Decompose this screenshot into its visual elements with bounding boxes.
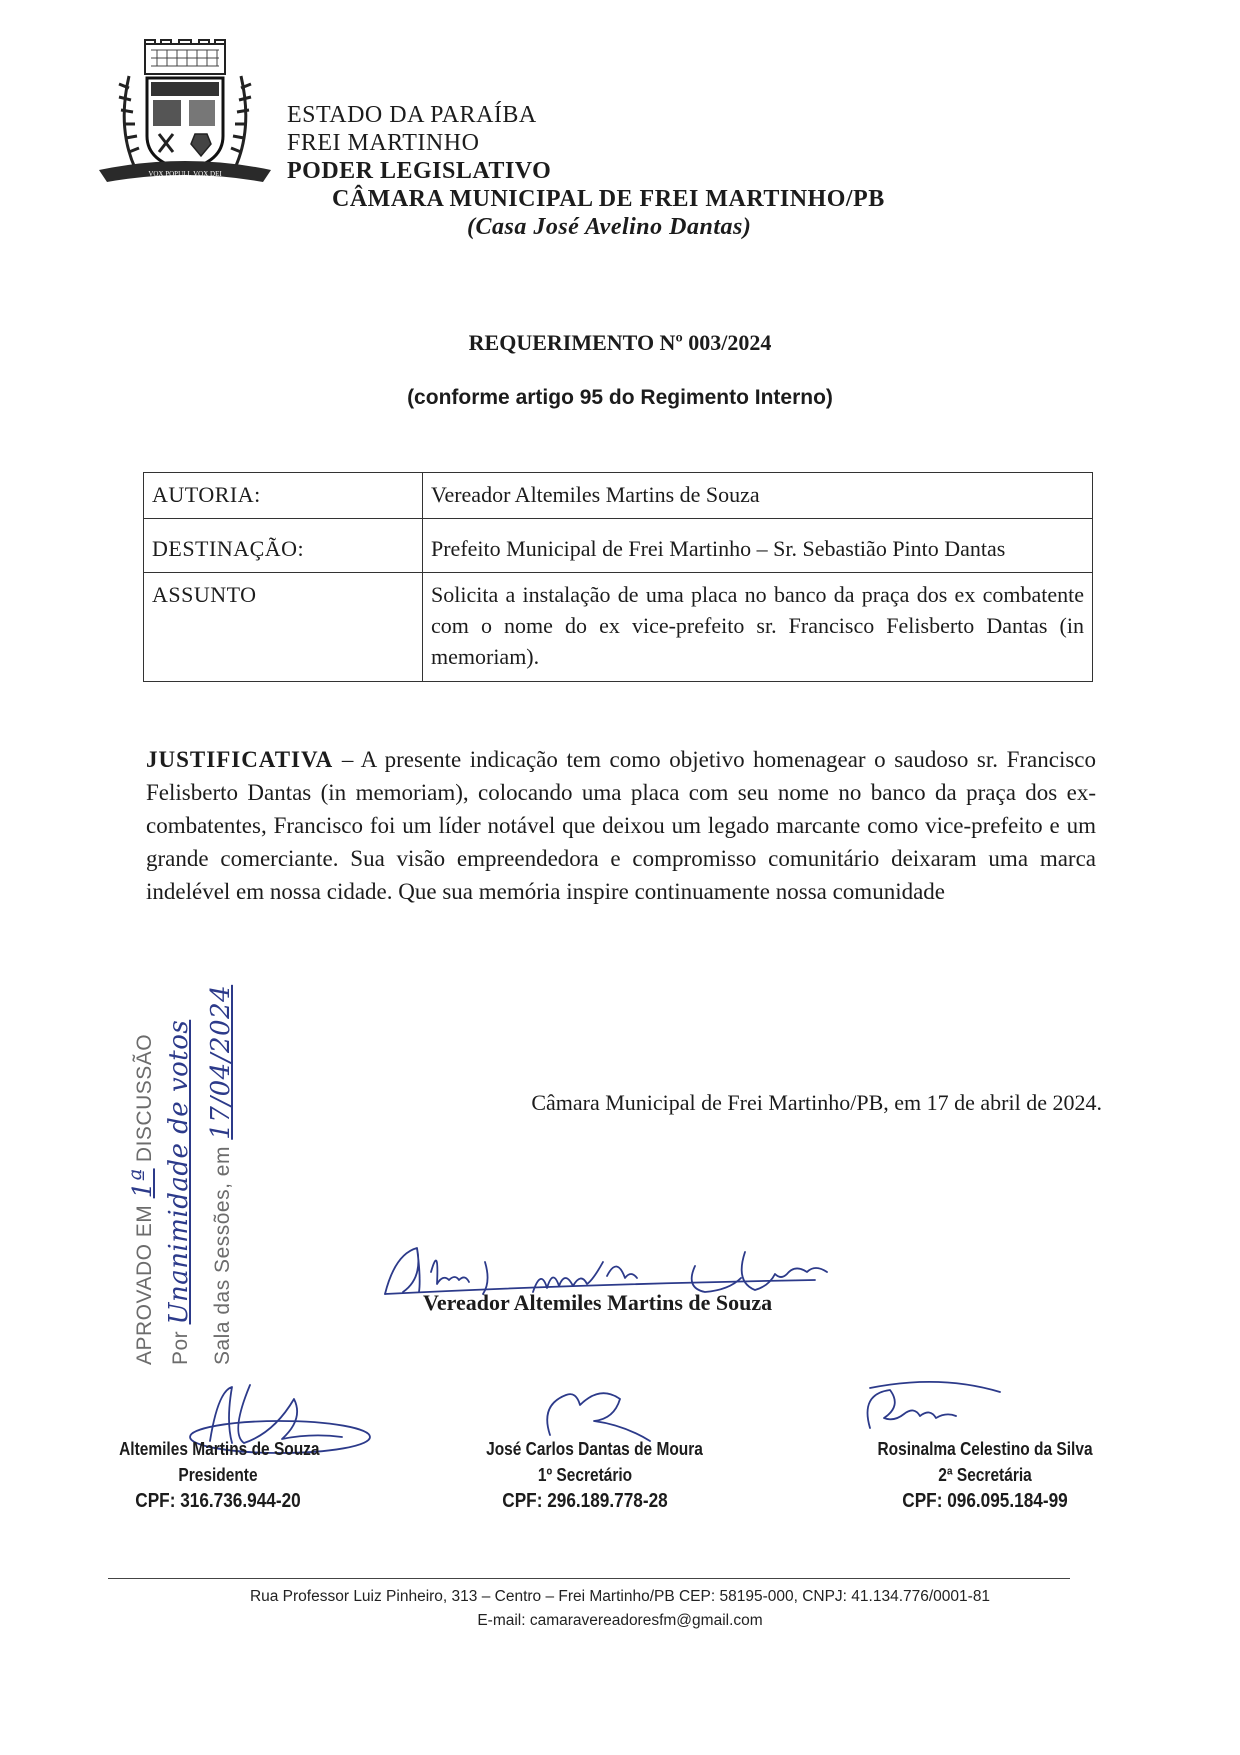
stamp-handwritten-date: 17/04/2024: [206, 984, 236, 1140]
header-house: (Casa José Avelino Dantas): [467, 214, 752, 240]
footer-divider: [108, 1578, 1070, 1579]
table-row: [144, 473, 1093, 519]
table-label: DESTINAÇÃO:: [144, 519, 423, 573]
info-table: [143, 472, 1093, 682]
stamp-session-label: Sala das Sessões, em: [211, 1146, 234, 1365]
table-row: [144, 573, 1093, 682]
first-secretary-cpf: CPF: 296.189.778-28: [502, 1490, 668, 1512]
table-row: [144, 519, 1093, 573]
document-subtitle: (conforme artigo 95 do Regimento Interno): [407, 386, 833, 409]
footer-address: Rua Professor Luiz Pinheiro, 313 – Centro – Frei Martinho/PB CEP: 58195-000, CNPJ: 41.134.776/0001-81: [249, 1588, 991, 1605]
first-secretary-name: José Carlos Dantas de Moura: [486, 1439, 703, 1459]
header-chamber: CÂMARA MUNICIPAL DE FREI MARTINHO/PB: [332, 186, 885, 212]
document-title: REQUERIMENTO Nº 003/2024: [468, 330, 772, 355]
stamp-approved-label: APROVADO EM: [133, 1204, 156, 1365]
approval-stamp-line3: [206, 985, 236, 1365]
header-city: FREI MARTINHO: [287, 130, 480, 156]
stamp-handwritten-votes: Unanimidade de votos: [164, 1019, 194, 1325]
president-signature-block: [119, 1436, 320, 1514]
footer-email: E-mail: camaravereadoresfm@gmail.com: [477, 1612, 763, 1629]
coat-motto: VOX POPULI, VOX DEI: [148, 170, 222, 178]
president-role: Presidente: [178, 1465, 258, 1485]
author-signature-name: Vereador Altemiles Martins de Souza: [423, 1290, 773, 1315]
stamp-by-label: Por: [169, 1330, 192, 1365]
second-secretary-cpf: CPF: 096.095.184-99: [902, 1490, 1068, 1512]
second-secretary-signature-block: [878, 1436, 1093, 1514]
justification-text: – A presente indicação tem como objetivo homenagear o saudoso sr. Francisco Felisberto Dantas (in memoriam), colocando uma placa com seu nome no banco da praça dos ex- combatentes, Francisco foi um líder notável que deixou um legado marcante como vice-prefeito e um grande comerciante. Sua visão empreendedora e compromisso comunitário deixaram uma marca indelével em nossa cidade. Que sua memória inspire continuamente nossa comunidade: [146, 747, 1096, 904]
municipal-coat-of-arms-icon: [95, 38, 275, 198]
second-secretary-role: 2ª Secretária: [938, 1465, 1032, 1485]
table-value: Solicita a instalação de uma placa no banco da praça dos ex combatente com o nome do ex vice-prefeito sr. Francisco Felisberto Dantas (in memoriam).: [423, 573, 1093, 682]
second-secretary-name: Rosinalma Celestino da Silva: [877, 1439, 1093, 1459]
table-value: Vereador Altemiles Martins de Souza: [423, 473, 1093, 519]
table-label: AUTORIA:: [144, 473, 423, 519]
justification-paragraph: [146, 743, 1096, 908]
header-branch: PODER LEGISLATIVO: [287, 158, 552, 184]
stamp-handwritten-discussion: 1ª: [128, 1168, 158, 1199]
approval-stamp-line2: [164, 1020, 194, 1365]
header-state: ESTADO DA PARAÍBA: [287, 102, 537, 128]
date-line: Câmara Municipal de Frei Martinho/PB, em 17 de abril de 2024.: [531, 1090, 1102, 1115]
first-secretary-signature-block: [486, 1436, 703, 1514]
president-name: Altemiles Martins de Souza: [119, 1439, 320, 1459]
justification-label: JUSTIFICATIVA: [146, 747, 334, 772]
first-secretary-role: 1º Secretário: [537, 1465, 633, 1485]
table-value: Prefeito Municipal de Frei Martinho – Sr. Sebastião Pinto Dantas: [423, 519, 1093, 573]
table-label: ASSUNTO: [144, 573, 423, 682]
approval-stamp-line1: [128, 1034, 158, 1365]
president-cpf: CPF: 316.736.944-20: [135, 1490, 301, 1512]
stamp-discussion-label: DISCUSSÃO: [133, 1033, 156, 1163]
